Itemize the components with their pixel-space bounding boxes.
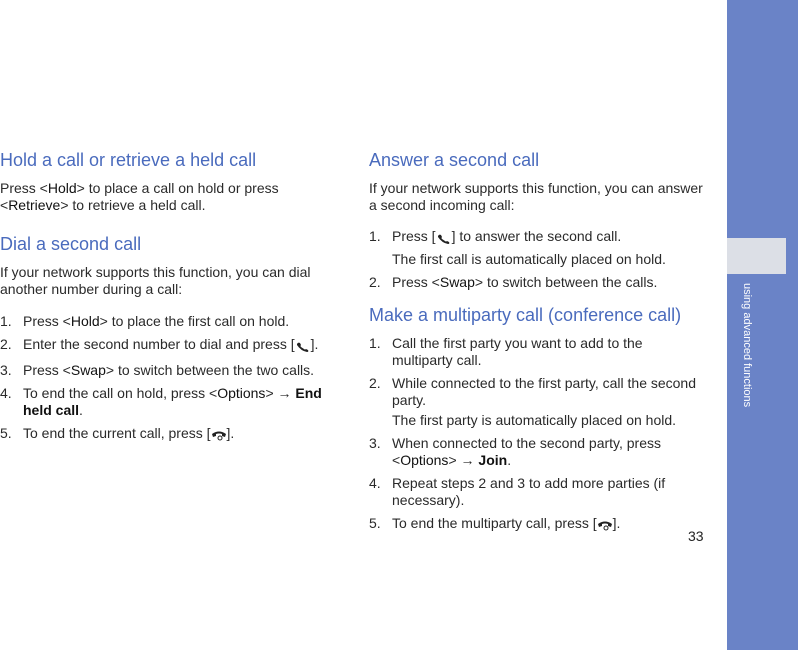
text: Repeat steps 2 and 3 to add more parties (if necessary). bbox=[392, 475, 666, 508]
list-item bbox=[369, 515, 704, 535]
text: . bbox=[79, 402, 83, 418]
softkey-label: Options bbox=[217, 385, 266, 401]
step-number: 5. bbox=[369, 515, 381, 531]
multi-steps bbox=[369, 335, 704, 535]
call-key-icon bbox=[295, 339, 311, 356]
list-item bbox=[0, 313, 345, 330]
dial-steps bbox=[0, 313, 345, 445]
step-number: 1. bbox=[0, 313, 12, 329]
step-number: 1. bbox=[369, 228, 381, 244]
list-item bbox=[369, 274, 704, 291]
step-number: 1. bbox=[369, 335, 381, 351]
text: ]. bbox=[310, 336, 319, 352]
softkey-label: Swap bbox=[439, 274, 475, 290]
dial-intro: If your network supports this function, you can dial another number during a call: bbox=[0, 264, 311, 297]
right-column bbox=[369, 149, 704, 541]
text: . bbox=[507, 452, 512, 468]
end-key-icon bbox=[597, 518, 613, 535]
answer-intro: If your network supports this function, you can answer a second incoming call: bbox=[369, 180, 703, 213]
text: Enter the second number to dial and press [ bbox=[23, 336, 295, 352]
text: To end the current call, press [ bbox=[23, 425, 211, 441]
menu-option: End held call bbox=[23, 385, 322, 418]
text: > → bbox=[448, 452, 479, 468]
text: > → bbox=[265, 385, 296, 401]
page-number: 33 bbox=[688, 528, 704, 544]
call-key-icon bbox=[436, 231, 452, 248]
end-key-icon bbox=[211, 428, 227, 445]
list-item bbox=[0, 362, 345, 379]
menu-option: Join bbox=[478, 452, 508, 468]
text: ]. bbox=[226, 425, 235, 441]
text: Press < bbox=[392, 274, 440, 290]
list-item bbox=[369, 228, 704, 268]
text: When connected to the second party, press < bbox=[392, 435, 662, 468]
text: While connected to the first party, call the second party. bbox=[392, 375, 697, 408]
text: > to place a call on hold or press < bbox=[0, 180, 279, 213]
list-item bbox=[0, 336, 345, 356]
step-note: The first party is automatically placed on hold. bbox=[392, 412, 677, 428]
step-number: 4. bbox=[0, 385, 12, 401]
step-number: 5. bbox=[0, 425, 12, 441]
text: Press < bbox=[23, 362, 71, 378]
answer-heading: Answer a second call bbox=[369, 150, 540, 170]
step-number: 4. bbox=[369, 475, 381, 491]
text: Press < bbox=[0, 180, 48, 196]
text: Call the first party you want to add to the multiparty call. bbox=[392, 335, 643, 368]
step-number: 3. bbox=[369, 435, 381, 451]
text: Press [ bbox=[392, 228, 436, 244]
text: ] to answer the second call. bbox=[451, 228, 622, 244]
list-item bbox=[369, 475, 704, 509]
list-item bbox=[0, 425, 345, 445]
text: Press < bbox=[23, 313, 71, 329]
softkey-label: Swap bbox=[70, 362, 106, 378]
list-item bbox=[369, 435, 704, 469]
softkey-label: Hold bbox=[70, 313, 100, 329]
text: > to switch between the calls. bbox=[474, 274, 658, 290]
step-number: 2. bbox=[369, 274, 381, 290]
text: To end the multiparty call, press [ bbox=[392, 515, 597, 531]
section-label: using advanced functions bbox=[741, 283, 753, 408]
text: > to place the first call on hold. bbox=[99, 313, 290, 329]
hold-heading: Hold a call or retrieve a held call bbox=[0, 150, 257, 170]
step-number: 2. bbox=[369, 375, 381, 391]
softkey-label: Options bbox=[400, 452, 449, 468]
list-item bbox=[0, 385, 345, 419]
answer-steps bbox=[369, 228, 704, 291]
text: ]. bbox=[612, 515, 621, 531]
dial-heading: Dial a second call bbox=[0, 234, 142, 254]
text: > to switch between the two calls. bbox=[105, 362, 315, 378]
hold-key: Hold bbox=[47, 180, 77, 196]
hold-paragraph bbox=[0, 180, 345, 214]
step-note: The first call is automatically placed on hold. bbox=[392, 251, 666, 267]
multi-heading: Make a multiparty call (conference call) bbox=[369, 305, 682, 325]
text: > to retrieve a held call. bbox=[60, 197, 206, 213]
section-tab bbox=[727, 238, 786, 274]
step-number: 3. bbox=[0, 362, 12, 378]
text: To end the call on hold, press < bbox=[23, 385, 218, 401]
list-item bbox=[369, 335, 704, 369]
step-number: 2. bbox=[0, 336, 12, 352]
retrieve-key: Retrieve bbox=[8, 197, 61, 213]
list-item bbox=[369, 375, 704, 429]
left-column bbox=[0, 149, 345, 451]
